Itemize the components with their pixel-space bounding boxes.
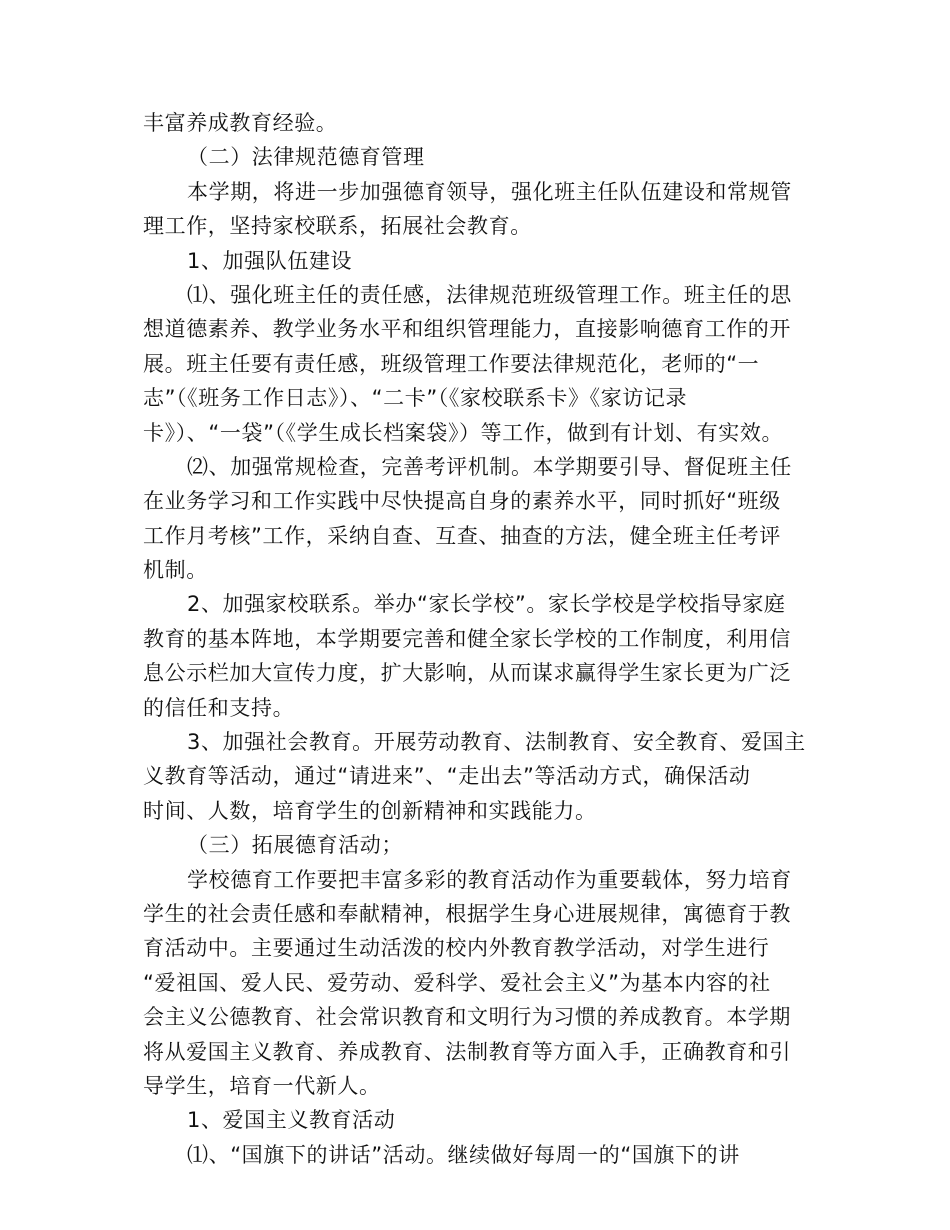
- text-line: 义教育等活动，通过“请进来”、“走出去”等活动方式，确保活动: [143, 764, 751, 789]
- text-line: 3、加强社会教育。开展劳动教育、法制教育、安全教育、爱国主: [187, 730, 806, 755]
- text-line: 1、爱国主义教育活动: [187, 1108, 396, 1133]
- text-line: 教育的基本阵地，本学期要完善和健全家长学校的工作制度，利用信: [143, 626, 791, 651]
- text-line: 丰富养成教育经验。: [143, 111, 338, 135]
- text-line: 展。班主任要有责任感，班级管理工作要法律规范化，老师的“一: [143, 351, 760, 376]
- text-line: 将从爱国主义教育、养成教育、法制教育等方面入手，正确教育和引: [143, 1039, 791, 1064]
- text-line: ⑵、加强常规检查，完善考评机制。本学期要引导、督促班主任: [187, 454, 792, 479]
- text-line: 1、加强队伍建设: [187, 248, 353, 273]
- text-line: ⑴、强化班主任的责任感，法律规范班级管理工作。班主任的思: [187, 282, 792, 307]
- text-line: 的信任和支持。: [143, 695, 295, 720]
- text-line: 会主义公德教育、社会常识教育和文明行为习惯的养成教育。本学期: [143, 1005, 791, 1030]
- text-line: （三）拓展德育活动；: [187, 833, 403, 858]
- text-line: 在业务学习和工作实践中尽快提高自身的素养水平，同时抓好“班级: [143, 489, 781, 514]
- text-line: “爱祖国、爱人民、爱劳动、爱科学、爱社会主义”为基本内容的社: [143, 970, 771, 995]
- text-line: 育活动中。主要通过生动活泼的校内外教育教学活动，对学生进行: [143, 936, 770, 961]
- text-line: （二）法律规范德育管理: [187, 145, 425, 170]
- text-line: 卡》）、“一袋”（《学生成长档案袋》）等工作，做到有计划、有实效。: [143, 420, 784, 445]
- text-line: 2、加强家校联系。举办“家长学校”。家长学校是学校指导家庭: [187, 592, 786, 617]
- text-line: ⑴、“国旗下的讲话”活动。继续做好每周一的“国旗下的讲: [187, 1142, 740, 1167]
- text-line: 工作月考核”工作，采纳自查、互查、抽查的方法，健全班主任考评: [143, 523, 781, 548]
- text-line: 导学生，培育一代新人。: [143, 1073, 381, 1098]
- text-line: 息公示栏加大宣传力度，扩大影响，从而谋求赢得学生家长更为广泛: [143, 661, 791, 686]
- text-line: 本学期，将进一步加强德育领导，强化班主任队伍建设和常规管: [187, 179, 792, 204]
- text-line: 机制。: [143, 558, 208, 583]
- text-line: 志”（《班务工作日志》）、“二卡”（《家校联系卡》《家访记录: [143, 386, 688, 411]
- text-line: 理工作，坚持家校联系，拓展社会教育。: [143, 214, 532, 239]
- text-line: 学生的社会责任感和奉献精神，根据学生身心进展规律，寓德育于教: [143, 901, 791, 926]
- text-line: 时间、人数，培育学生的创新精神和实践能力。: [143, 798, 597, 823]
- text-line: 想道德素养、教学业务水平和组织管理能力，直接影响德育工作的开: [143, 317, 791, 342]
- document-body: [143, 106, 806, 1172]
- text-line: 学校德育工作要把丰富多彩的教育活动作为重要载体，努力培育: [187, 867, 792, 892]
